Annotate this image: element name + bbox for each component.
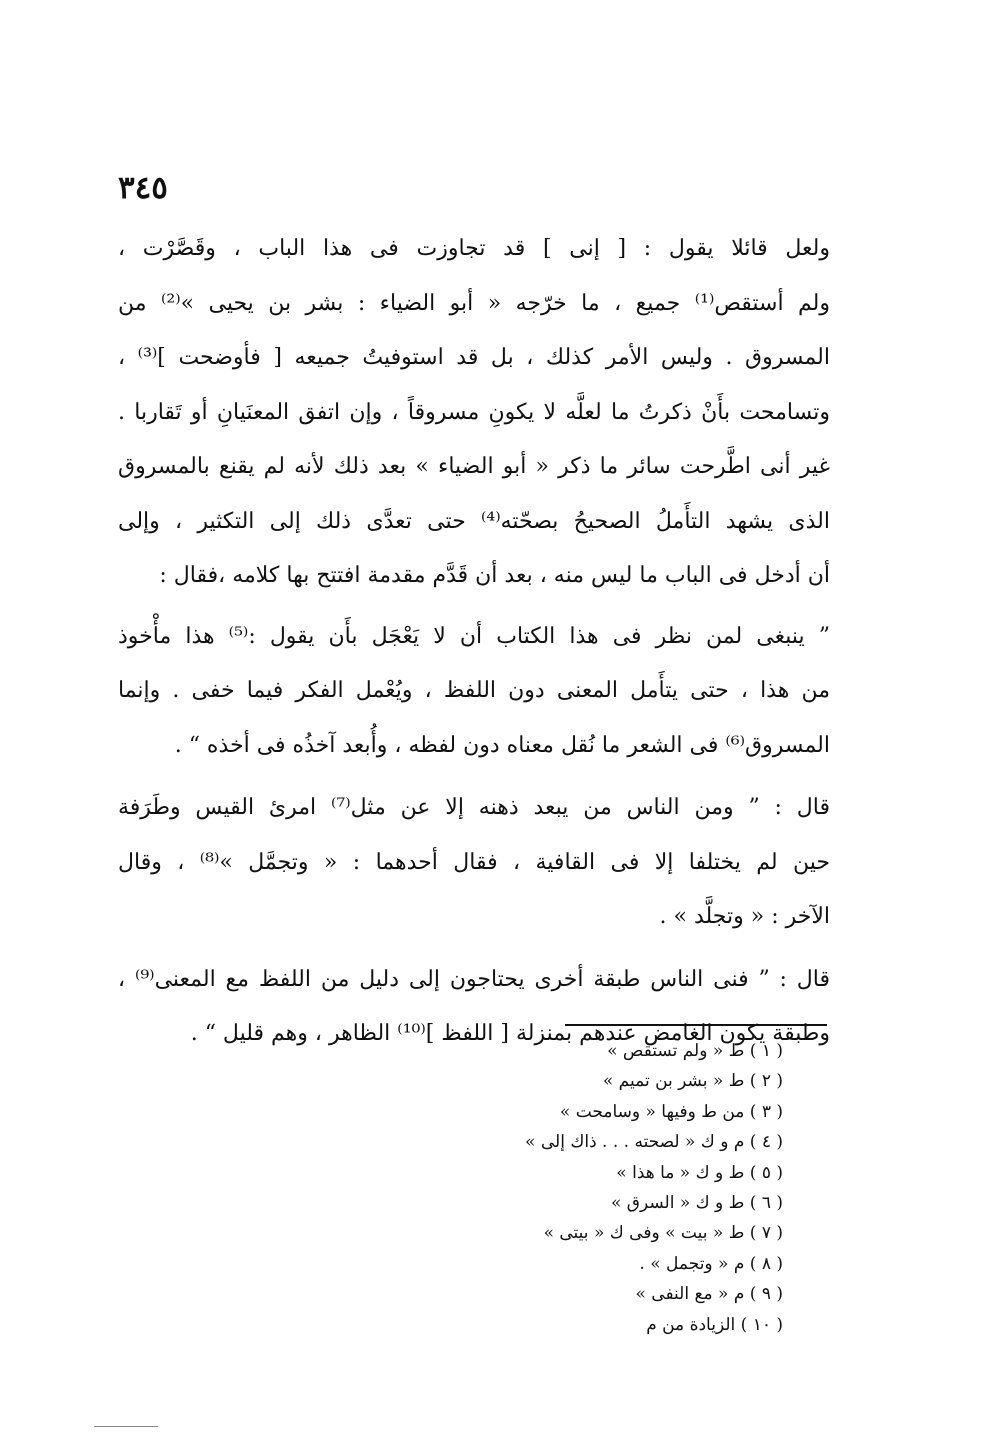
text-line: وطبقة يكون الغامض عندهم بمنزلة [ اللفظ ]⁽¹⁰⁾ الظاهر ، وهم قليل “ . xyxy=(190,1021,830,1046)
page-number: ٣٤٥ xyxy=(118,170,168,206)
footnote: ( ١٠ ) الزيادة من م xyxy=(646,1314,783,1335)
text-line: المسروق . وليس الأمر كذلك ، بل قد استوفيتُ جميعه [ فأوضحت ]⁽³⁾ ، xyxy=(118,345,830,370)
text-line: قال : ” فنى الناس طبقة أخرى يحتاجون إلى دليل من اللفظ مع المعنى⁽⁹⁾ ، xyxy=(118,966,830,992)
text-line: ولم أستقص⁽¹⁾ جميع ، ما خرّجه « أبو الضياء : بشر بن يحيى »⁽²⁾ من xyxy=(118,290,830,316)
footnote: ( ٣ ) من ط وفيها « وسامحت » xyxy=(559,1101,783,1122)
text-line: الآخر : « وتجلَّد » . xyxy=(659,904,830,929)
footnote: ( ٩ ) م « مع النفى » xyxy=(635,1284,783,1305)
text-line: وتسامحت بأَنْ ذكرتُ ما لعلَّه لا يكونِ مسروقاً ، وإن اتفق المعنَيانِ أو تَقاربا . xyxy=(118,399,830,425)
footnote: ( ٢ ) ط « بشر بن تميم » xyxy=(602,1071,783,1092)
paragraph-3 xyxy=(118,781,830,945)
footnote: ( ١ ) ط « ولم تستقص » xyxy=(607,1041,783,1061)
body-text xyxy=(118,222,830,1062)
text-line: الذى يشهد التأَملُ الصحيحُ بصحّته⁽⁴⁾ حتى تعدَّى ذلك إلى التكثير ، وإلى xyxy=(118,508,830,534)
paragraph-1 xyxy=(118,222,830,604)
footnote: ( ٦ ) ط و ك « السرق » xyxy=(610,1192,783,1213)
footnote-separator xyxy=(565,1024,827,1026)
text-line: أن أدخل فى الباب ما ليس منه ، بعد أن قَدَّم مقدمة افتتح بها كلامه ،فقال : xyxy=(159,563,830,588)
text-line: من هذا ، حتى يتأَمل المعنى دون اللفظ ، ويُعْمل الفكر فيما خفى . وإنما xyxy=(118,678,830,703)
text-line: المسروق⁽⁶⁾ فى الشعر ما نُقل معناه دون لفظه ، وأُبعد آخذُه فى أخذه “ . xyxy=(174,732,830,758)
footnote: ( ٧ ) ط « بيت » وفى ك « بيتى » xyxy=(543,1223,783,1244)
text-line: قال : ” ومن الناس من يبعد ذهنه إلا عن مثل⁽⁷⁾ امرئ القيس وطَرَفة xyxy=(118,795,830,820)
page-edge-mark xyxy=(94,1426,158,1427)
footnote: ( ٤ ) م و ك « لصحته . . . ذاك إلى » xyxy=(525,1132,783,1153)
footnote: ( ٥ ) ط و ك « ما هذا » xyxy=(616,1162,783,1183)
text-line: ولعل قائلا يقول : [ إنى ] قد تجاوزت فى هذا الباب ، وقَصَّرْت ، xyxy=(118,236,830,261)
text-line: ” ينبغى لمن نظر فى هذا الكتاب أن لا يَعْجَل بأَن يقول :⁽⁵⁾ هذا مأْخوذ xyxy=(118,623,830,649)
text-line: غير أنى اطَّرحت سائر ما ذكر « أبو الضياء » بعد ذلك لأنه لم يقنع بالمسروق xyxy=(118,454,830,479)
text-line: حين لم يختلفا إلا فى القافية ، فقال أحدهما : « وتجمَّل »⁽⁸⁾ ، وقال xyxy=(118,849,830,875)
paragraph-2 xyxy=(118,610,830,774)
footnotes xyxy=(420,1036,783,1340)
footnote: ( ٨ ) م « وتجمل » . xyxy=(639,1253,783,1274)
